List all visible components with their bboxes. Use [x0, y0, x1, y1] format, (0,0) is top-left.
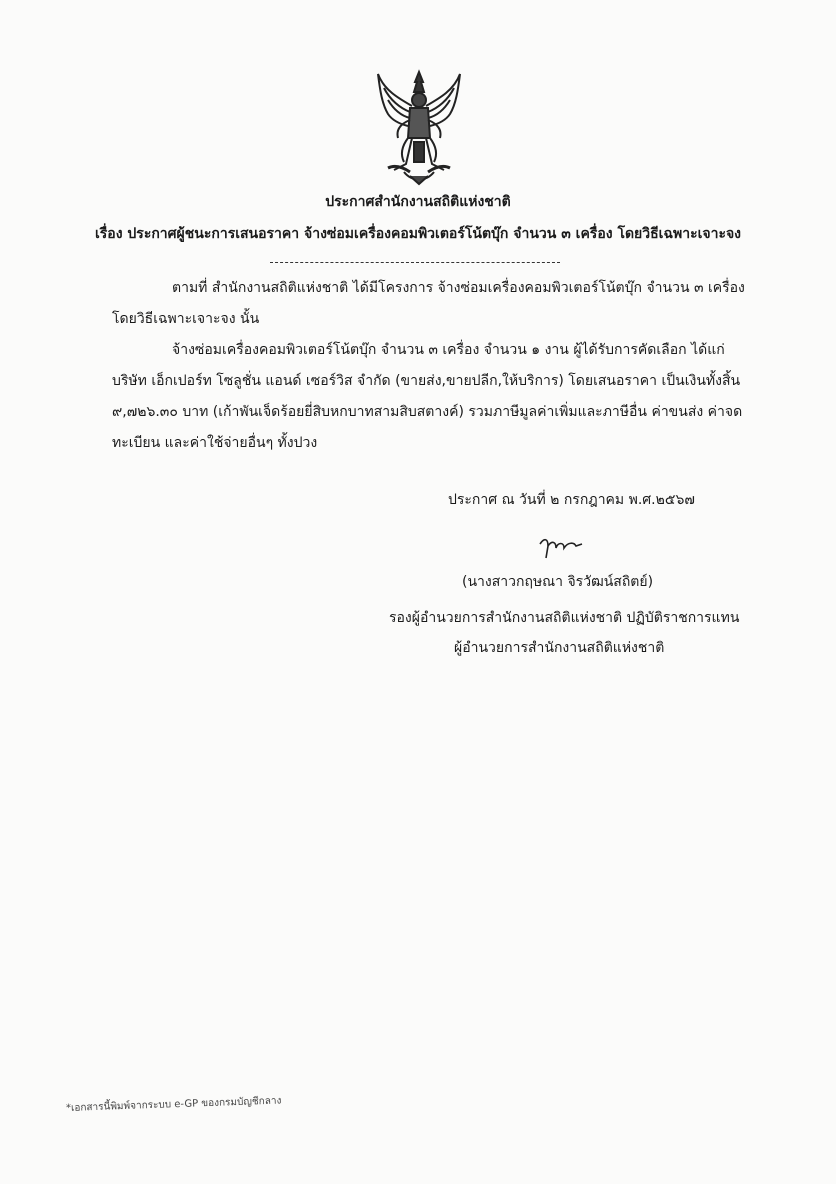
garuda-emblem-icon: [374, 68, 464, 186]
paragraph-intro: ตามที่ สำนักงานสถิติแห่งชาติ ได้มีโครงการ จ้างซ่อมเครื่องคอมพิวเตอร์โน้ตบุ๊ก จำนวน ๓ เครื่อง โดยวิธีเฉพาะเจาะจง นั้น: [112, 280, 745, 327]
divider: [270, 262, 560, 263]
announcement-date: ประกาศ ณ วันที่ ๒ กรกฎาคม พ.ศ.๒๕๖๗: [448, 492, 695, 508]
signatory-position-1: รองผู้อำนวยการสำนักงานสถิติแห่งชาติ ปฏิบัติราชการแทน: [389, 610, 740, 626]
signatory-name: (นางสาวกฤษณา จิรวัฒน์สถิตย์): [462, 574, 654, 590]
agency-title: ประกาศสำนักงานสถิติแห่งชาติ: [325, 194, 511, 210]
subject-line: เรื่อง ประกาศผู้ชนะการเสนอราคา จ้างซ่อมเครื่องคอมพิวเตอร์โน้ตบุ๊ก จำนวน ๓ เครื่อง โดยวิธีเฉพาะเจาะจง: [94, 226, 742, 242]
signatory-position-2: ผู้อำนวยการสำนักงานสถิติแห่งชาติ: [454, 640, 665, 656]
paragraph-award: จ้างซ่อมเครื่องคอมพิวเตอร์โน้ตบุ๊ก จำนวน ๓ เครื่อง จำนวน ๑ งาน ผู้ได้รับการคัดเลือก ได้แก่ บริษัท เอ็กเปอร์ท โซลูชั่น แอนด์ เซอร์วิส จำกัด (ขายส่ง,ขายปลีก,ให้บริการ) โดยเสนอราคา เป็นเงินทั้งสิ้น ๙,๗๒๖.๓๐ บาท (เก้าพันเจ็ดร้อยยี่สิบหกบาทสามสิบสตางค์) รวมภาษีมูลค่าเพิ่มและภาษีอื่น ค่าขนส่ง ค่าจดทะเบียน และค่าใช้จ่ายอื่นๆ ทั้งปวง: [112, 342, 743, 451]
handwritten-signature-icon: [536, 534, 586, 562]
footer-note: *เอกสารนี้พิมพ์จากระบบ e-GP ของกรมบัญชีกลาง: [65, 1095, 282, 1114]
